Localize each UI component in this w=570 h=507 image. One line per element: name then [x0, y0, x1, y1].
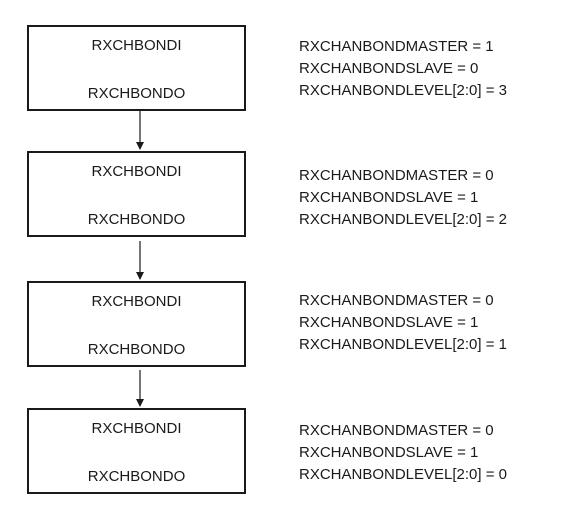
- input-port-label: RXCHBONDI: [91, 37, 182, 54]
- param-slave: RXCHANBONDSLAVE = 1: [299, 314, 479, 331]
- param-slave: RXCHANBONDSLAVE = 1: [299, 189, 479, 206]
- block-1-params: [299, 36, 507, 102]
- param-slave: RXCHANBONDSLAVE = 1: [299, 444, 479, 461]
- output-port-label: RXCHBONDO: [87, 341, 186, 358]
- output-port-label: RXCHBONDO: [87, 468, 186, 485]
- param-master: RXCHANBONDMASTER = 0: [299, 167, 494, 184]
- input-port-label: RXCHBONDI: [91, 420, 182, 437]
- param-master: RXCHANBONDMASTER = 1: [299, 38, 494, 55]
- block-4-params: [299, 420, 507, 486]
- transceiver-block-2: [27, 151, 246, 237]
- output-port-label: RXCHBONDO: [87, 211, 186, 228]
- param-slave: RXCHANBONDSLAVE = 0: [299, 60, 479, 77]
- param-level: RXCHANBONDLEVEL[2:0] = 2: [299, 211, 508, 228]
- transceiver-block-3: [27, 281, 246, 367]
- block-3-params: [299, 290, 507, 356]
- param-master: RXCHANBONDMASTER = 0: [299, 292, 494, 309]
- param-level: RXCHANBONDLEVEL[2:0] = 3: [299, 82, 508, 99]
- param-level: RXCHANBONDLEVEL[2:0] = 0: [299, 466, 508, 483]
- transceiver-block-1: [27, 25, 246, 111]
- transceiver-block-4: [27, 408, 246, 494]
- param-level: RXCHANBONDLEVEL[2:0] = 1: [299, 336, 508, 353]
- block-2-params: [299, 165, 507, 231]
- output-port-label: RXCHBONDO: [87, 85, 186, 102]
- input-port-label: RXCHBONDI: [91, 293, 182, 310]
- input-port-label: RXCHBONDI: [91, 163, 182, 180]
- param-master: RXCHANBONDMASTER = 0: [299, 422, 494, 439]
